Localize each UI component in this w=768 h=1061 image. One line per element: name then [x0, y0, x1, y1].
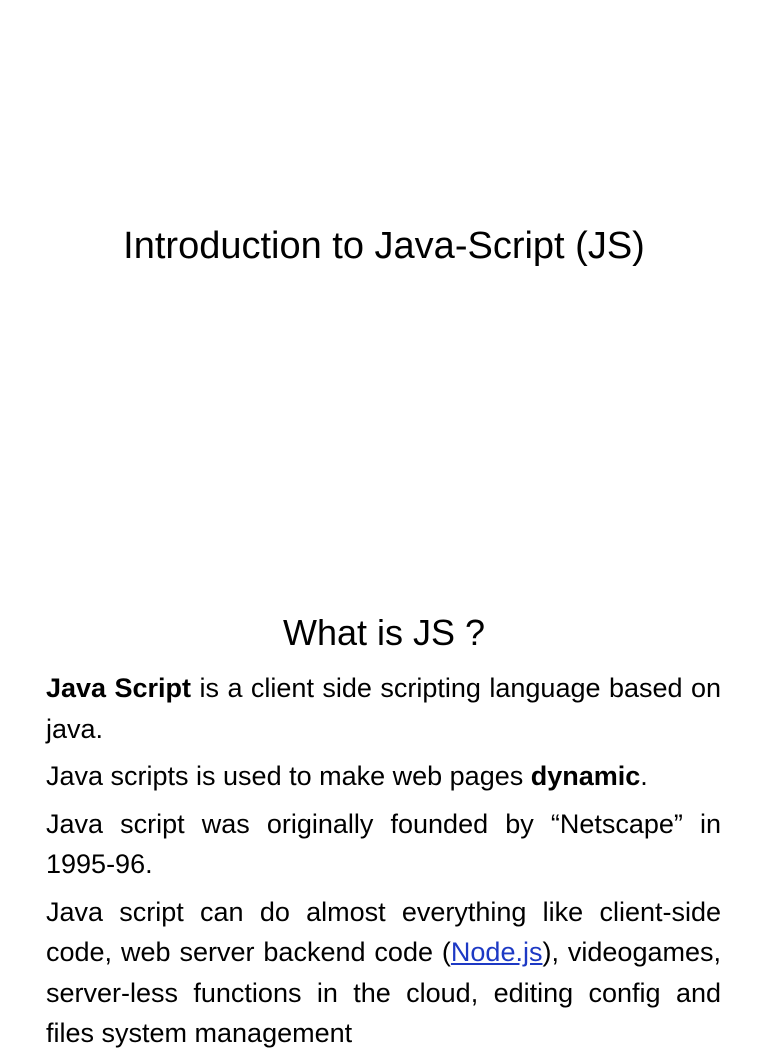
- paragraph-text: .: [640, 761, 648, 791]
- paragraph-dynamic: [46, 756, 721, 797]
- paragraph-text: ), videogames, server-less functions in the cloud, editing config and files system management: [46, 937, 721, 1048]
- paragraph-text: Java script was originally founded by “Netscape” in 1995-96.: [46, 808, 721, 879]
- paragraph-definition: [46, 668, 721, 749]
- slide-title: Introduction to Java-Script (JS): [123, 225, 645, 267]
- paragraph-text: is a client side scripting language based on java.: [46, 673, 721, 744]
- section-heading: What is JS ?: [282, 612, 486, 653]
- paragraph-history: [46, 804, 721, 885]
- bold-term-dynamic: dynamic: [530, 761, 641, 791]
- paragraph-text: Java script can do almost everything like client-side code, web server backend code (: [46, 896, 721, 967]
- body-text: [46, 668, 721, 1061]
- bold-term-java-script: Java Script: [46, 673, 192, 703]
- nodejs-link[interactable]: Node.js: [450, 937, 543, 967]
- paragraph-text: Java scripts is used to make web pages: [46, 761, 531, 791]
- paragraph-capabilities: [46, 892, 721, 1054]
